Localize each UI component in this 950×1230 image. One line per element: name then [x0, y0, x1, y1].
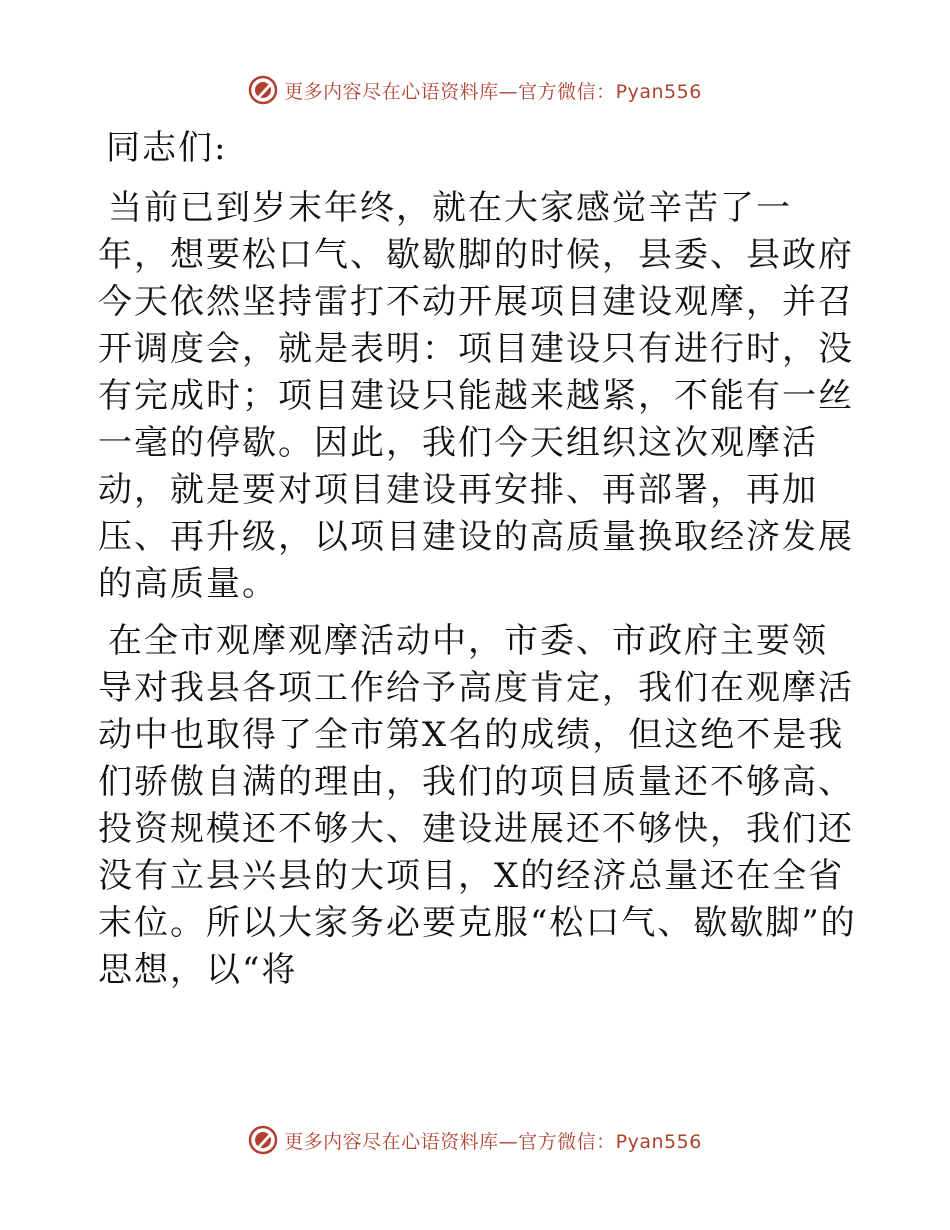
salutation: 同志们: — [106, 128, 228, 168]
footer-banner-text: 更多内容尽在心语资料库—官方微信：Pyan556 — [284, 1130, 702, 1153]
header-watermark-banner — [0, 70, 950, 110]
pen-logo-icon — [248, 1125, 278, 1155]
document-body — [98, 125, 858, 994]
header-banner-text: 更多内容尽在心语资料库—官方微信：Pyan556 — [284, 80, 702, 103]
footer-watermark-banner — [0, 1120, 950, 1160]
paragraph-2: 在全市观摩观摩活动中，市委、市政府主要领导对我县各项工作给予高度肯定，我们在观摩活动中也取得了全市第X名的成绩，但这绝不是我们骄傲自满的理由，我们的项目质量还不够高、投资规模还不够大、建设进展还不够快，我们还没有立县兴县的大项目，X的经济总量还在全省末位。所以大家务必要克服“松口气、歇歇脚”的思想，以“将 — [98, 621, 857, 990]
paragraph-1: 当前已到岁末年终，就在大家感觉辛苦了一年，想要松口气、歇歇脚的时候，县委、县政府今天依然坚持雷打不动开展项目建设观摩，并召开调度会，就是表明：项目建设只有进行时，没有完成时；项目建设只能越来越紧，不能有一丝一毫的停歇。因此，我们今天组织这次观摩活动，就是要对项目建设再安排、再部署，再加压、再升级，以项目建设的高质量换取经济发展的高质量。 — [98, 188, 854, 604]
pen-logo-icon — [248, 75, 278, 105]
